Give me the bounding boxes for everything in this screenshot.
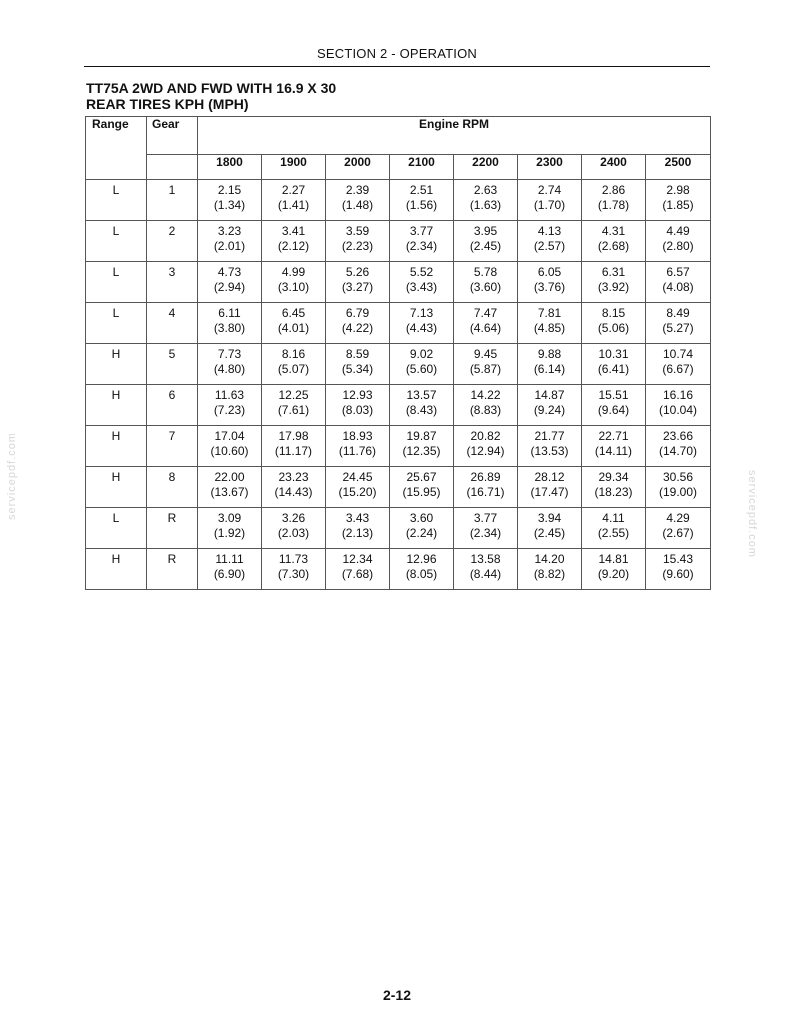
speed-mph: (7.23) <box>213 403 246 417</box>
header-rule <box>84 66 710 67</box>
speed-kph: 8.15 <box>601 306 626 320</box>
speed-kph: 6.45 <box>281 306 306 320</box>
speed-cell <box>454 508 518 549</box>
speed-cell <box>198 180 262 221</box>
speed-mph: (6.90) <box>213 567 246 581</box>
table-title <box>86 80 336 112</box>
speed-kph: 17.98 <box>278 429 309 443</box>
speed-mph: (5.34) <box>341 362 374 376</box>
speed-mph: (8.05) <box>405 567 438 581</box>
rpm-header-2400: 2400 <box>582 155 646 180</box>
speed-cell <box>646 508 711 549</box>
range-cell: L <box>86 303 147 344</box>
speed-cell <box>518 180 582 221</box>
speed-cell <box>326 467 390 508</box>
speed-mph: (9.20) <box>597 567 630 581</box>
speed-cell <box>326 426 390 467</box>
speed-cell <box>326 262 390 303</box>
speed-mph: (2.45) <box>469 239 502 253</box>
speed-cell <box>518 221 582 262</box>
speed-mph: (1.56) <box>405 198 438 212</box>
speed-mph: (7.61) <box>277 403 310 417</box>
speed-cell <box>582 385 646 426</box>
speed-kph: 12.25 <box>278 388 309 402</box>
speed-cell <box>198 508 262 549</box>
speed-mph: (5.60) <box>405 362 438 376</box>
speed-mph: (1.85) <box>662 198 694 212</box>
speed-kph: 3.09 <box>217 511 242 525</box>
speed-mph: (13.67) <box>210 485 249 499</box>
speed-kph: 4.31 <box>601 224 626 238</box>
speed-cell <box>198 549 262 590</box>
speed-cell <box>198 344 262 385</box>
speed-kph: 25.67 <box>406 470 437 484</box>
speed-kph: 2.15 <box>217 183 242 197</box>
table-row <box>86 508 711 549</box>
speed-mph: (10.60) <box>210 444 249 458</box>
speed-cell <box>390 385 454 426</box>
speed-kph: 15.43 <box>662 552 694 566</box>
speed-mph: (9.60) <box>662 567 694 581</box>
speed-kph: 19.87 <box>406 429 437 443</box>
speed-mph: (11.17) <box>274 444 313 458</box>
speed-cell <box>262 549 326 590</box>
speed-kph: 7.81 <box>537 306 562 320</box>
speed-kph: 23.23 <box>278 470 309 484</box>
speed-mph: (1.34) <box>213 198 246 212</box>
speed-mph: (4.43) <box>405 321 438 335</box>
speed-kph: 4.11 <box>602 511 625 525</box>
speed-cell <box>454 344 518 385</box>
rpm-header-2000: 2000 <box>326 155 390 180</box>
speed-mph: (4.64) <box>469 321 502 335</box>
speed-kph: 2.27 <box>281 183 306 197</box>
speed-cell <box>198 221 262 262</box>
speed-kph: 17.04 <box>214 429 245 443</box>
speed-cell <box>390 549 454 590</box>
speed-kph: 12.93 <box>342 388 373 402</box>
range-cell: H <box>86 426 147 467</box>
rpm-header-2500: 2500 <box>646 155 711 180</box>
speed-cell <box>390 508 454 549</box>
speed-kph: 13.57 <box>406 388 437 402</box>
speed-cell <box>454 221 518 262</box>
table-header-row <box>86 117 711 155</box>
table-row <box>86 180 711 221</box>
speed-kph: 2.51 <box>409 183 434 197</box>
speed-cell <box>582 426 646 467</box>
speed-cell <box>646 385 711 426</box>
speed-cell <box>518 303 582 344</box>
speed-kph: 6.57 <box>666 265 690 279</box>
speed-cell <box>198 467 262 508</box>
speed-mph: (19.00) <box>658 485 698 499</box>
gear-column-header: Gear <box>147 117 198 155</box>
speed-cell <box>198 303 262 344</box>
speed-kph: 12.96 <box>406 552 437 566</box>
speed-kph: 11.63 <box>214 388 245 402</box>
range-cell: H <box>86 467 147 508</box>
speed-mph: (1.92) <box>213 526 246 540</box>
speed-cell <box>454 426 518 467</box>
speed-cell <box>262 180 326 221</box>
speed-mph: (2.55) <box>597 526 630 540</box>
speed-kph: 16.16 <box>662 388 694 402</box>
speed-cell <box>326 344 390 385</box>
speed-cell <box>390 467 454 508</box>
speed-mph: (8.43) <box>405 403 438 417</box>
speed-cell <box>582 467 646 508</box>
speed-mph: (2.68) <box>597 239 630 253</box>
speed-mph: (16.71) <box>466 485 505 499</box>
speed-mph: (2.13) <box>341 526 374 540</box>
speed-mph: (4.08) <box>662 280 694 294</box>
speed-mph: (8.82) <box>533 567 566 581</box>
speed-cell <box>518 344 582 385</box>
speed-kph: 2.63 <box>473 183 498 197</box>
speed-cell <box>454 385 518 426</box>
speed-kph: 4.49 <box>666 224 690 238</box>
speed-kph: 4.29 <box>666 511 690 525</box>
speed-mph: (4.85) <box>533 321 566 335</box>
table-body <box>86 180 711 590</box>
speed-kph: 8.49 <box>666 306 690 320</box>
speed-cell <box>262 385 326 426</box>
speed-kph: 3.23 <box>217 224 242 238</box>
section-header: SECTION 2 - OPERATION <box>317 46 477 61</box>
speed-kph: 3.77 <box>473 511 498 525</box>
speed-kph: 3.26 <box>281 511 306 525</box>
speed-mph: (2.45) <box>533 526 566 540</box>
page-number: 2-12 <box>382 987 412 1003</box>
speed-cell <box>582 221 646 262</box>
speed-kph: 2.98 <box>666 183 690 197</box>
speed-mph: (2.03) <box>277 526 310 540</box>
watermark-right: servicepdf.com <box>746 470 758 558</box>
speed-mph: (11.76) <box>338 444 377 458</box>
speed-kph: 8.59 <box>345 347 370 361</box>
speed-kph: 11.11 <box>215 552 244 566</box>
speed-mph: (8.03) <box>341 403 374 417</box>
speed-kph: 4.99 <box>281 265 306 279</box>
speed-kph: 29.34 <box>598 470 629 484</box>
speed-cell <box>582 303 646 344</box>
speed-kph: 14.20 <box>534 552 565 566</box>
speed-mph: (5.87) <box>469 362 502 376</box>
speed-mph: (1.63) <box>469 198 502 212</box>
gear-cell: R <box>147 508 198 549</box>
speed-cell <box>390 180 454 221</box>
speed-mph: (5.06) <box>597 321 630 335</box>
table-row <box>86 262 711 303</box>
speed-mph: (2.12) <box>277 239 310 253</box>
speed-kph: 7.47 <box>473 306 498 320</box>
speed-cell <box>262 467 326 508</box>
watermark-left: servicepdf.com <box>6 432 18 520</box>
speed-cell <box>646 180 711 221</box>
gear-cell: 6 <box>147 385 198 426</box>
speed-kph: 3.43 <box>345 511 370 525</box>
table-title-line-2: REAR TIRES KPH (MPH) <box>86 96 249 112</box>
speed-kph: 2.86 <box>601 183 626 197</box>
speed-cell <box>198 385 262 426</box>
speed-kph: 11.73 <box>278 552 309 566</box>
gear-cell: 7 <box>147 426 198 467</box>
speed-mph: (5.07) <box>277 362 310 376</box>
speed-kph: 22.71 <box>598 429 629 443</box>
speed-mph: (3.10) <box>277 280 310 294</box>
speed-kph: 5.78 <box>473 265 498 279</box>
speed-cell <box>582 344 646 385</box>
speed-mph: (5.27) <box>662 321 694 335</box>
range-cell: L <box>86 180 147 221</box>
speed-cell <box>262 262 326 303</box>
speed-kph: 6.11 <box>218 306 241 320</box>
speed-mph: (12.94) <box>466 444 505 458</box>
speed-mph: (2.34) <box>469 526 502 540</box>
speed-mph: (1.48) <box>341 198 374 212</box>
speed-mph: (6.41) <box>597 362 630 376</box>
speed-mph: (8.44) <box>469 567 502 581</box>
table-row <box>86 221 711 262</box>
speed-cell <box>518 262 582 303</box>
speed-mph: (9.24) <box>533 403 566 417</box>
speed-mph: (15.20) <box>338 485 377 499</box>
speed-cell <box>454 262 518 303</box>
speed-cell <box>518 426 582 467</box>
speed-kph: 23.66 <box>662 429 694 443</box>
table-row <box>86 426 711 467</box>
range-cell: H <box>86 344 147 385</box>
gear-cell: 8 <box>147 467 198 508</box>
speed-cell <box>646 221 711 262</box>
rpm-header-2200: 2200 <box>454 155 518 180</box>
rpm-header-row <box>86 155 711 180</box>
rpm-header-2300: 2300 <box>518 155 582 180</box>
speed-cell <box>390 344 454 385</box>
speed-mph: (7.30) <box>277 567 310 581</box>
speed-cell <box>454 180 518 221</box>
speed-cell <box>198 426 262 467</box>
speed-cell <box>646 549 711 590</box>
speed-mph: (3.43) <box>405 280 438 294</box>
speed-mph: (2.80) <box>662 239 694 253</box>
speed-cell <box>518 508 582 549</box>
table-row <box>86 549 711 590</box>
speed-cell <box>326 221 390 262</box>
speed-kph: 3.77 <box>409 224 434 238</box>
speed-mph: (3.92) <box>597 280 630 294</box>
speed-mph: (1.78) <box>597 198 630 212</box>
speed-kph: 8.16 <box>281 347 306 361</box>
speed-cell <box>262 508 326 549</box>
table-row <box>86 467 711 508</box>
speed-mph: (8.83) <box>469 403 502 417</box>
speed-kph: 3.94 <box>537 511 562 525</box>
speed-kph: 21.77 <box>534 429 565 443</box>
speed-mph: (2.23) <box>341 239 374 253</box>
speed-cell <box>326 385 390 426</box>
speed-cell <box>518 385 582 426</box>
speed-mph: (4.80) <box>213 362 246 376</box>
rpm-header-2100: 2100 <box>390 155 454 180</box>
speed-kph: 13.58 <box>470 552 501 566</box>
speed-cell <box>262 221 326 262</box>
speed-mph: (3.27) <box>341 280 374 294</box>
speed-kph: 20.82 <box>470 429 501 443</box>
gear-cell: 5 <box>147 344 198 385</box>
speed-mph: (3.60) <box>469 280 502 294</box>
speed-cell <box>582 508 646 549</box>
speed-cell <box>518 467 582 508</box>
speed-kph: 10.31 <box>598 347 629 361</box>
speed-mph: (2.24) <box>405 526 438 540</box>
gear-cell: R <box>147 549 198 590</box>
speed-kph: 6.79 <box>345 306 370 320</box>
range-cell: H <box>86 549 147 590</box>
speed-mph: (18.23) <box>594 485 633 499</box>
speed-cell <box>646 262 711 303</box>
speed-mph: (13.53) <box>530 444 569 458</box>
speed-cell <box>646 303 711 344</box>
speed-mph: (2.57) <box>533 239 566 253</box>
speed-mph: (1.70) <box>533 198 566 212</box>
speed-cell <box>454 549 518 590</box>
speed-kph: 5.52 <box>409 265 434 279</box>
table-row <box>86 303 711 344</box>
speed-mph: (3.80) <box>213 321 246 335</box>
speed-cell <box>198 262 262 303</box>
table-row <box>86 385 711 426</box>
range-column-header: Range <box>86 117 147 180</box>
speed-cell <box>582 262 646 303</box>
speed-kph: 7.13 <box>409 306 434 320</box>
speed-kph: 9.45 <box>473 347 498 361</box>
speed-kph: 14.22 <box>470 388 501 402</box>
speed-mph: (2.34) <box>405 239 438 253</box>
speed-kph: 14.81 <box>598 552 629 566</box>
speed-kph: 3.95 <box>473 224 498 238</box>
speed-kph: 9.02 <box>409 347 434 361</box>
speed-kph: 7.73 <box>217 347 242 361</box>
engine-rpm-header: Engine RPM <box>198 117 711 155</box>
gear-cell: 4 <box>147 303 198 344</box>
speed-cell <box>326 303 390 344</box>
speed-kph: 12.34 <box>342 552 373 566</box>
speed-cell <box>390 303 454 344</box>
speed-cell <box>262 303 326 344</box>
speed-kph: 6.05 <box>537 265 562 279</box>
gear-header-blank-cell <box>147 155 198 180</box>
speed-mph: (15.95) <box>402 485 441 499</box>
speed-cell <box>518 549 582 590</box>
speed-kph: 24.45 <box>342 470 373 484</box>
speed-kph: 3.60 <box>409 511 434 525</box>
speed-cell <box>646 467 711 508</box>
speed-cell <box>390 426 454 467</box>
gear-cell: 1 <box>147 180 198 221</box>
speed-cell <box>262 344 326 385</box>
speed-kph: 3.41 <box>281 224 306 238</box>
speed-mph: (12.35) <box>402 444 441 458</box>
speed-kph: 14.87 <box>534 388 565 402</box>
speed-kph: 30.56 <box>662 470 694 484</box>
speed-mph: (14.43) <box>274 485 313 499</box>
speed-kph: 3.59 <box>345 224 370 238</box>
speed-mph: (14.11) <box>594 444 633 458</box>
speed-kph: 28.12 <box>534 470 565 484</box>
speed-cell <box>326 549 390 590</box>
speed-cell <box>646 344 711 385</box>
speed-kph: 6.31 <box>601 265 626 279</box>
speed-cell <box>646 426 711 467</box>
speed-cell <box>326 180 390 221</box>
speed-mph: (6.67) <box>662 362 694 376</box>
speed-kph: 15.51 <box>598 388 629 402</box>
speed-cell <box>262 426 326 467</box>
speed-cell <box>390 221 454 262</box>
speed-cell <box>454 467 518 508</box>
speed-kph: 10.74 <box>662 347 694 361</box>
speed-cell <box>582 180 646 221</box>
gear-cell: 2 <box>147 221 198 262</box>
speed-mph: (2.01) <box>213 239 246 253</box>
speed-kph: 26.89 <box>470 470 501 484</box>
speed-kph: 2.74 <box>537 183 562 197</box>
speed-kph: 9.88 <box>537 347 562 361</box>
speed-mph: (2.94) <box>213 280 246 294</box>
rpm-header-1900: 1900 <box>262 155 326 180</box>
table-title-line-1: TT75A 2WD AND FWD WITH 16.9 X 30 <box>86 80 337 96</box>
speed-kph: 2.39 <box>345 183 370 197</box>
speed-mph: (9.64) <box>597 403 630 417</box>
speed-kph: 22.00 <box>214 470 245 484</box>
speed-mph: (4.01) <box>277 321 310 335</box>
speed-cell <box>390 262 454 303</box>
range-cell: L <box>86 508 147 549</box>
range-cell: H <box>86 385 147 426</box>
speed-mph: (17.47) <box>530 485 569 499</box>
speed-mph: (3.76) <box>533 280 566 294</box>
speed-kph: 5.26 <box>345 265 370 279</box>
speed-cell <box>582 549 646 590</box>
table-row <box>86 344 711 385</box>
speed-mph: (6.14) <box>533 362 566 376</box>
ground-speed-table <box>85 116 711 590</box>
speed-cell <box>326 508 390 549</box>
speed-mph: (7.68) <box>341 567 374 581</box>
speed-mph: (10.04) <box>658 403 698 417</box>
range-cell: L <box>86 221 147 262</box>
gear-cell: 3 <box>147 262 198 303</box>
speed-mph: (14.70) <box>658 444 698 458</box>
speed-kph: 18.93 <box>342 429 373 443</box>
speed-mph: (1.41) <box>277 198 310 212</box>
speed-cell <box>454 303 518 344</box>
speed-kph: 4.13 <box>537 224 562 238</box>
speed-mph: (2.67) <box>662 526 694 540</box>
rpm-header-1800: 1800 <box>198 155 262 180</box>
range-cell: L <box>86 262 147 303</box>
speed-mph: (4.22) <box>341 321 374 335</box>
speed-kph: 4.73 <box>217 265 242 279</box>
